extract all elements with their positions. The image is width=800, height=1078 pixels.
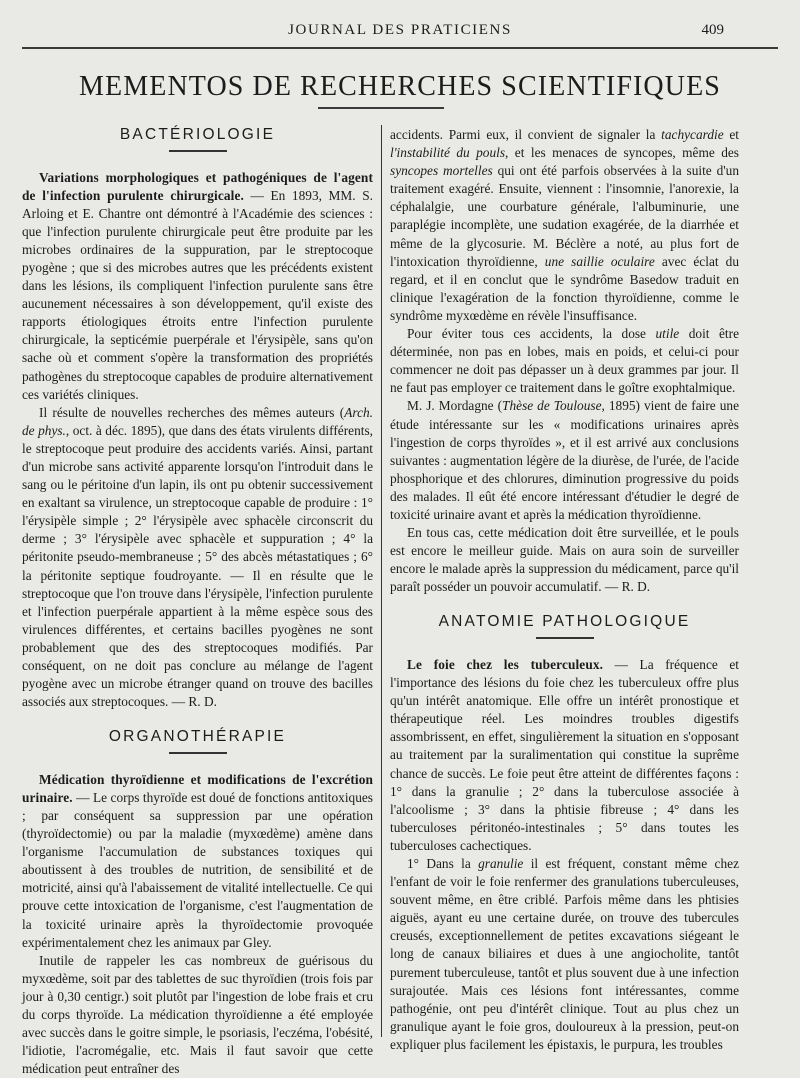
article-paragraph — [22, 771, 373, 952]
text-run: , 1895) vient de faire une étude intéressante sur les « modifications urinaires après l'ingestion de corps thyroïdes », et il est arrivé aux conclusions suivantes : augmentation légère de la diurèse, de l'urée, de l'acide phosphorique et des chlorures, diminution progressive du poids des malades. Il eût été encore intéressant d'étudier le degré de toxicité urinaire avant et après la médication thyroïdienne. — [390, 398, 739, 522]
article-title: Variations morphologiques et pathogéniques de l'agent de l'infection purulente chirurgicale. — [22, 169, 373, 203]
article-paragraph — [390, 397, 739, 524]
text-run: il est fréquent, constant même chez l'enfant de voir le foie renfermer des granulations tuberculeuses, souvent même, en être criblé. Parfois même dans les phtisies aiguës, ayant eu une certaine durée, on trouve des tubercules creusés, exceptionnellement de petites excavations siégeant le long de canaux biliaires et dues à une angiocholite, tantôt purement tuberculeuse, tantôt et plus souvent due à une infection surajoutée. Mais ces lésions font intéressantes, comme pathogénie, ont peu d'intérêt clinique. Tout au plus chez un granulique ayant le foie gros, douloureux à la pression, peut-on expliquer plus facilement les épistaxis, le purpura, les troubles — [390, 855, 739, 1052]
emphasis: une saillie oculaire — [544, 253, 655, 269]
text-run: avec éclat du regard, et il en conclut que le syndrôme Basedow traduit en clinique l'exagération de la fonction thyroïdienne, comme le syndrôme myxœdème en révèle l'insuffisance. — [390, 253, 739, 323]
title-rule — [318, 107, 444, 109]
article-paragraph — [22, 169, 373, 404]
text-run: et — [723, 127, 740, 142]
article-paragraph — [390, 855, 739, 1054]
article-paragraph: Inutile de rappeler les cas nombreux de guérisous du myxœdème, soit par des tablettes de suc thyroïdien (trois fois par jour à 0,30 centigr.) soit plutôt par l'ingestion de lobe frais et cru du corps thyroïde. La médication thyroïdienne a été employée avec succès dans le goitre simple, le psoriasis, l'eczéma, l'obésité, l'idiotie, l'acromégalie, etc. Mais il faut savoir que cette médication peut entraîner des — [22, 952, 373, 1077]
left-column — [22, 126, 373, 1078]
citation: Thèse de Toulouse — [502, 398, 602, 414]
page-number: 409 — [701, 22, 724, 38]
emphasis: syncopes mortelles — [390, 163, 493, 179]
right-column — [390, 126, 739, 1054]
text-run: , et les menaces de syncopes, même des — [505, 145, 739, 161]
section-heading-organotherapie: ORGANOTHÉRAPIE — [108, 728, 287, 746]
text-run: , oct. à déc. 1895), que dans des états virulents différents, le streptocoque peut produire des accidents variés. Ainsi, partant d'un microbe sans activité apparente lorsqu'on l'introduit dans le sang ou le péritoine d'un lapin, ils ont pu obtenir successivement en exaltant sa virulence, un streptocoque capable de produire : 1° l'érysipèle simple ; 2° l'érysipèle avec sphacèle circonscrit du derme ; 3° l'érysipèle avec sphacèle et suppuration ; 4° la péritonite pseudo-membraneuse ; 5° des abcès métastatiques ; 6° la péritonite septique foudroyante. — Il en résulte que le streptocoque que l'on trouve dans l'érysipèle, l'infection purulente et l'infection puerpérale appartient à la même espèce sous des virulences différentes, et certains bacilles pyogènes ne sont probablement que des des streptocoques modifiés. Par conséquent, on ne doit pas conclure au mélange de l'agent pyogène avec un microbe étranger quand on trouve des bacilles associés aux streptocoques. — R. D. — [22, 422, 373, 710]
article-title: Médication thyroïdienne et modifications de l'excrétion urinaire. — [22, 771, 373, 805]
emphasis: l'instabilité du pouls — [390, 145, 506, 161]
text-run: 1° Dans la — [407, 855, 479, 871]
text-run: M. J. Mordagne ( — [407, 398, 503, 414]
text-run: qui ont été parfois observées à la suite d'un traitement exagéré. Ensuite, viennent : l'insomnie, l'anorexie, la céphalalgie, une courbature générale, l'albuminurie, une paraplégie incomplète, une sudation exagérée, de la diarrhée et même de la glycosurie. M. Béclère a noté, au plus fort de l'intoxication thyroïdienne, — [390, 163, 739, 269]
header-rule — [22, 47, 778, 49]
article-paragraph — [390, 126, 739, 325]
emphasis: utile — [655, 326, 680, 342]
emphasis: tachycardie — [661, 127, 724, 142]
text-run: Pour éviter tous ces accidents, la dose — [407, 326, 656, 342]
article-text: — Le corps thyroïde est doué de fonctions antitoxiques ; par conséquent sa suppression par une opération (thyroïdectomie) ou par la maladie (myxœdème) amène dans l'organisme l'accumulation de substances toxiques qui aboutissent à des troubles de nutrition, de sensibilité et de motricité, ainsi qu'à l'abaissement de vitalité intellectuelle. Ce qui prouve cette intoxication de l'organisme, c'est l'augmentation de la toxicité urinaire après la thyroïdectomie provoquée expérimentalement chez les animaux par Gley. — [22, 789, 373, 950]
article-paragraph: En tous cas, cette médication doit être surveillée, et le pouls est encore le meilleur guide. Mais on aura soin de surveiller encore le malade après la suppression du médicament, parce qu'il paraît posséder un pouvoir accumulatif. — R. D. — [390, 525, 739, 595]
article-text: — La fréquence et l'importance des lésions du foie chez les tuberculeux offre plus qu'un intérêt anatomique. Elle offre un intérêt pronostique et thérapeutique réel. Les moindres troubles digestifs assombrissent, en effet, singulièrement la situation en s'opposant au traitement par la suralimentation qui constitue la suprême chance de succès. Le foie peut être atteint de différentes façons : 1° dans la granulie ; 2° dans la tuberculose associée à l'alcoolisme ; 3° dans la phtisie fibreuse ; 4° dans les tuberculoses péritonéo-intestinales ; 5° dans toutes les tuberculoses cachectiques. — [390, 656, 739, 853]
text-run: Il résulte de nouvelles recherches des mêmes auteurs ( — [39, 404, 345, 420]
column-divider — [381, 125, 382, 1037]
text-run: accidents. Parmi eux, il convient de signaler la — [390, 127, 662, 142]
article-paragraph — [390, 325, 739, 397]
running-head — [24, 18, 776, 42]
section-heading-bacteriologie: BACTÉRIOLOGIE — [119, 126, 276, 143]
text-run: doit être déterminée, non pas en lobes, mais en poids, et celui-ci pour commencer ne doit pas dépasser un à deux grammes par jour. Il ne faut pas employer ce traitement dans le goître exophtalmique. — [390, 326, 739, 396]
article-title: Le foie chez les tuberculeux. — [407, 656, 604, 672]
page-title: MEMENTOS DE RECHERCHES SCIENTIFIQUES — [79, 71, 721, 102]
running-title: JOURNAL DES PRATICIENS — [288, 22, 512, 38]
article-paragraph — [390, 656, 739, 855]
article-text: — En 1893, MM. S. Arloing et E. Chantre ont démontré à l'Académie des sciences : que l'infection purulente chirurgicale peut être produite par les microbes ordinaires de la suppuration, par le streptocoque pyogène ; que si des microbes autres que les précédents existent dans les lésions, ils compliquent l'infection purulente sans être aucunement nécessaires à son développement, qu'il existe des rapports étiologiques étroits entre l'infection purulente chirurgicale, la septicémie puerpérale et l'érysipèle, sans qu'on sache où et comment s'opère la transformation des propriétés pathogènes du streptocoque capables de produire alternativement ces variétés cliniques. — [22, 187, 373, 402]
article-paragraph — [22, 404, 373, 712]
citation: Arch. de phys. — [22, 404, 373, 438]
section-heading-anatomie: ANATOMIE PATHOLOGIQUE — [438, 613, 691, 631]
emphasis: granulie — [478, 855, 524, 871]
